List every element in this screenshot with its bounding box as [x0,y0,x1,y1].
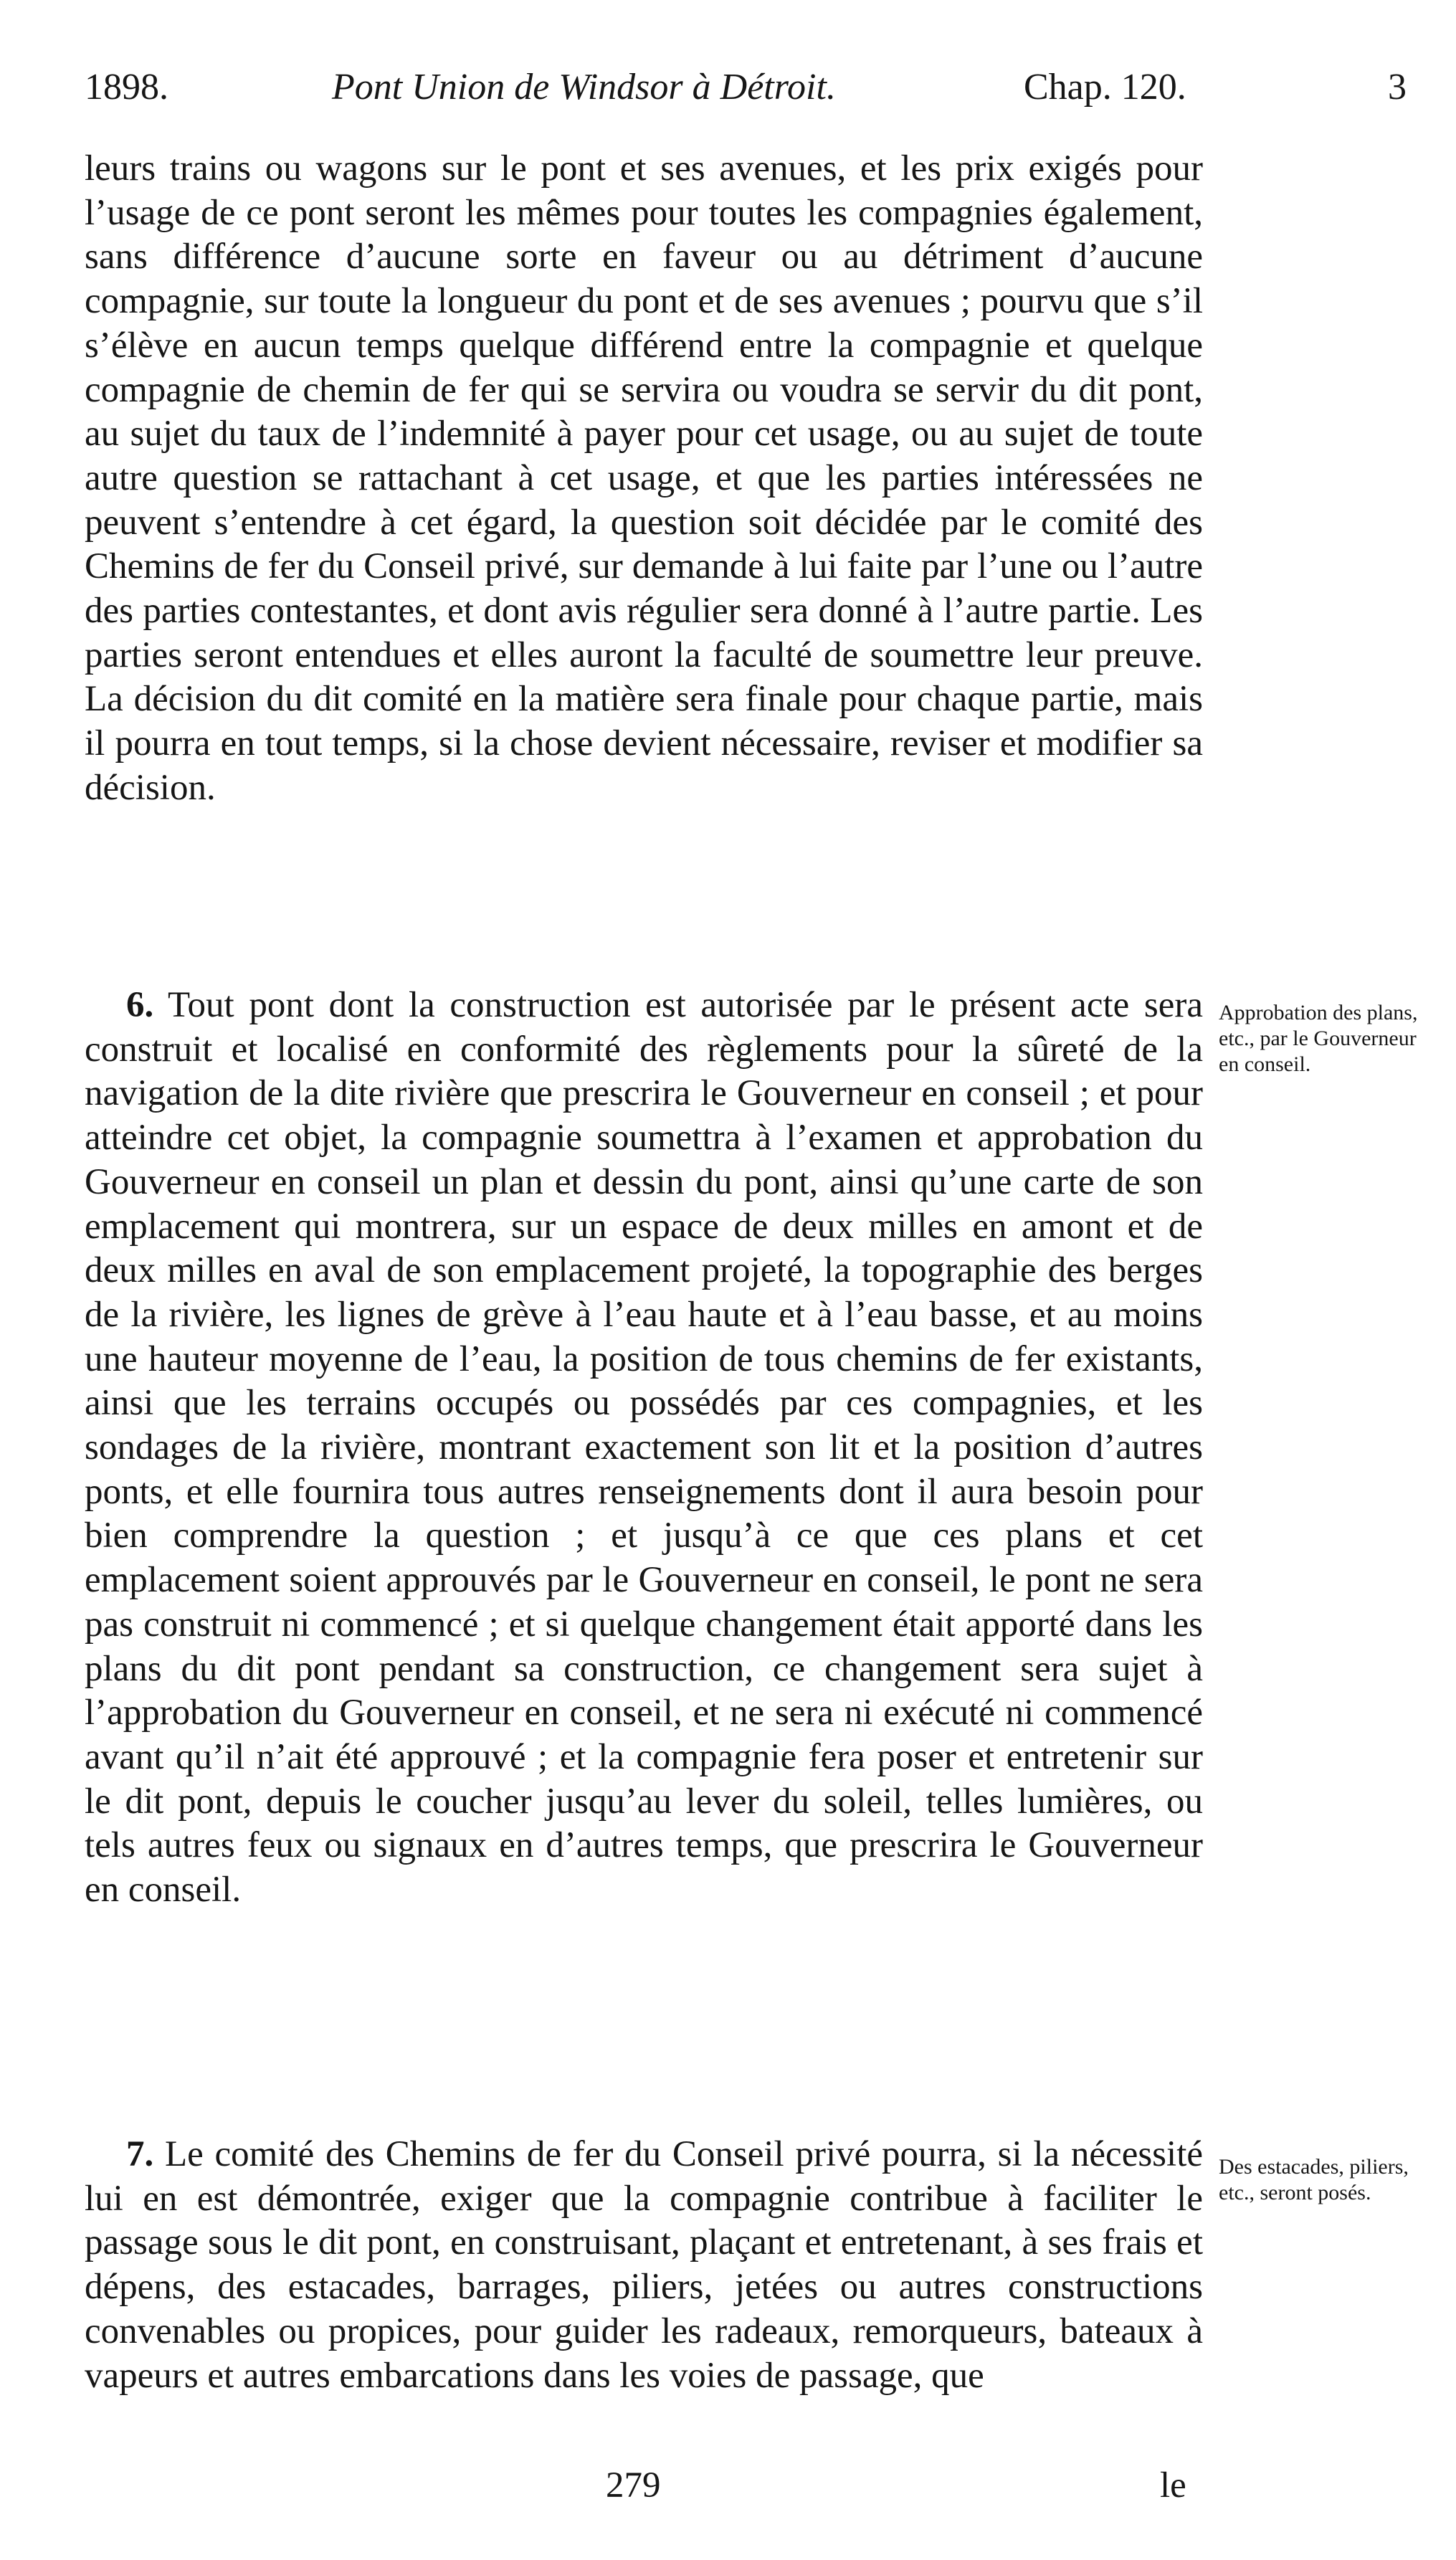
section-number: 6. [126,985,154,1025]
header-page-number: 3 [1388,67,1407,108]
section-6 [85,984,1203,1913]
header-title: Pont Union de Windsor à Détroit. [332,67,836,108]
header-year: 1898. [85,67,168,108]
paragraph-text: Le comité des Chemins de fer du Conseil privé pourra, si la nécessité lui en est démontrée, exiger que la compagnie contribue à faciliter le passage sous le dit pont, en construisant, plaçant et entretenant, à ses frais et dépens, des estacades, barrages, piliers, jetées ou autres constructions convenables ou propices, pour guider les radeaux, remorqueurs, bateaux à vapeurs et autres embarcations dans les voies de passage, que [85,2134,1203,2396]
margin-note-section-7: Des estacades, piliers, etc., seront posés. [1219,2155,1409,2204]
footer-page-number: 279 [606,2465,661,2506]
running-header [85,66,1418,116]
header-chapter: Chap. 120. [1024,67,1186,108]
margin-note-section-6: Approbation des plans, etc., par le Gouverneur en conseil. [1219,1001,1418,1076]
paragraph-text: Tout pont dont la construction est autorisée par le présent acte sera construit et localisé en conformité des règlements pour la sûreté de la navigation de la dite rivière que prescrira le Gouverneur en conseil ; et pour atteindre cet objet, la compagnie soumettra à l’examen et approbation du Gouverneur en conseil un plan et dessin du pont, ainsi qu’une carte de son emplacement qui montrera, sur un espace de deux milles en amont et de deux milles en aval de son emplacement projeté, la topographie des berges de la rivière, les lignes de grève à l’eau haute et à l’eau basse, et au moins une hauteur moyenne de l’eau, la position de tous chemins de fer existants, ainsi que les terrains occupés ou possédés par ces compagnies, et les sondages de la rivière, montrant exactement son lit et la position d’autres ponts, et elle fournira tous autres renseignements dont il aura besoin pour bien comprendre la question ; et jusqu’à ce que ces plans et cet emplacement soient approuvés par le Gouverneur en conseil, le pont ne sera pas construit ni commencé ; et si quelque changement était apporté dans les plans du dit pont pendant sa construction, ce changement sera sujet à l’approbation du Gouverneur en conseil, et ne sera ni exécuté ni commencé avant qu’il n’ait été approuvé ; et la compagnie fera poser et entretenir sur le dit pont, depuis le coucher jusqu’au lever du soleil, telles lumières, ou tels autres feux ou signaux en d’autres temps, que prescrira le Gouverneur en conseil. [85,985,1203,1911]
paragraph-continued [85,147,1203,811]
section-7 [85,2133,1203,2398]
catchword: le [1160,2465,1186,2506]
section-number: 7. [126,2134,154,2174]
paragraph-text: leurs trains ou wagons sur le pont et ses avenues, et les prix exigés pour l’usage de ce pont seront les mêmes pour toutes les compagnies également, sans différence d’aucune sorte en faveur ou au détriment d’aucune compagnie, sur toute la longueur du pont et de ses avenues ; pourvu que s’il s’élève en aucun temps quelque différend entre la compagnie et quelque compagnie de chemin de fer qui se servira ou voudra se servir du dit pont, au sujet du taux de l’indemnité à payer pour cet usage, ou au sujet de toute autre question se rattachant à cet usage, et que les parties intéressées ne peuvent s’entendre à cet égard, la question soit décidée par le comité des Chemins de fer du Conseil privé, sur demande à lui faite par l’une ou l’autre des parties contestantes, et dont avis régulier sera donné à l’autre partie. Les parties seront entendues et elles auront la faculté de soumettre leur preuve. La décision du dit comité en la matière sera finale pour chaque partie, mais il pourra en tout temps, si la chose devient nécessaire, reviser et modifier sa décision. [85,148,1203,808]
